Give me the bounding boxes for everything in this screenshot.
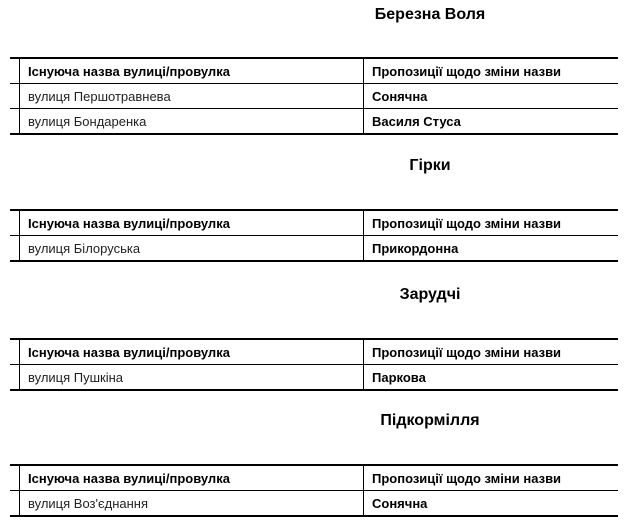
section-title-hirky: Гірки (409, 157, 451, 174)
existing-street-name: вулиця Білоруська (20, 236, 364, 262)
table-row (10, 491, 618, 517)
column-header-existing-name: Існуюча назва вулиці/провулка (20, 210, 364, 236)
row-gutter (10, 491, 20, 517)
column-header-proposed-name: Пропозиції щодо зміни назви (364, 339, 619, 365)
row-gutter (10, 84, 20, 109)
rename-table-berezna-volia (10, 57, 618, 135)
proposed-street-name: Василя Стуса (364, 109, 619, 135)
proposed-street-name: Сонячна (364, 491, 619, 517)
table-header-row (10, 465, 618, 491)
existing-street-name: вулиця Пушкіна (20, 365, 364, 391)
row-gutter (10, 236, 20, 262)
table-row (10, 236, 618, 262)
column-header-proposed-name: Пропозиції щодо зміни назви (364, 210, 619, 236)
row-gutter (10, 210, 20, 236)
existing-street-name: вулиця Воз'єднання (20, 491, 364, 517)
row-gutter (10, 365, 20, 391)
section-title-pidkormillia: Підкормілля (380, 412, 480, 429)
column-header-proposed-name: Пропозиції щодо зміни назви (364, 58, 619, 84)
existing-street-name: вулиця Бондаренка (20, 109, 364, 135)
existing-street-name: вулиця Першотравнева (20, 84, 364, 109)
row-gutter (10, 109, 20, 135)
section-title-berezna-volia: Березна Воля (374, 6, 486, 23)
column-header-proposed-name: Пропозиції щодо зміни назви (364, 465, 619, 491)
column-header-existing-name: Існуюча назва вулиці/провулка (20, 465, 364, 491)
table-row (10, 365, 618, 391)
rename-table-pidkormillia (10, 464, 618, 517)
row-gutter (10, 58, 20, 84)
column-header-existing-name: Існуюча назва вулиці/провулка (20, 339, 364, 365)
table-header-row (10, 339, 618, 365)
row-gutter (10, 339, 20, 365)
rename-table-hirky (10, 209, 618, 262)
proposed-street-name: Прикордонна (364, 236, 619, 262)
proposed-street-name: Паркова (364, 365, 619, 391)
table-header-row (10, 210, 618, 236)
table-row (10, 109, 618, 135)
column-header-existing-name: Існуюча назва вулиці/провулка (20, 58, 364, 84)
row-gutter (10, 465, 20, 491)
table-row (10, 84, 618, 109)
table-header-row (10, 58, 618, 84)
proposed-street-name: Сонячна (364, 84, 619, 109)
section-title-zarudchi: Зарудчі (399, 286, 461, 303)
rename-table-zarudchi (10, 338, 618, 391)
